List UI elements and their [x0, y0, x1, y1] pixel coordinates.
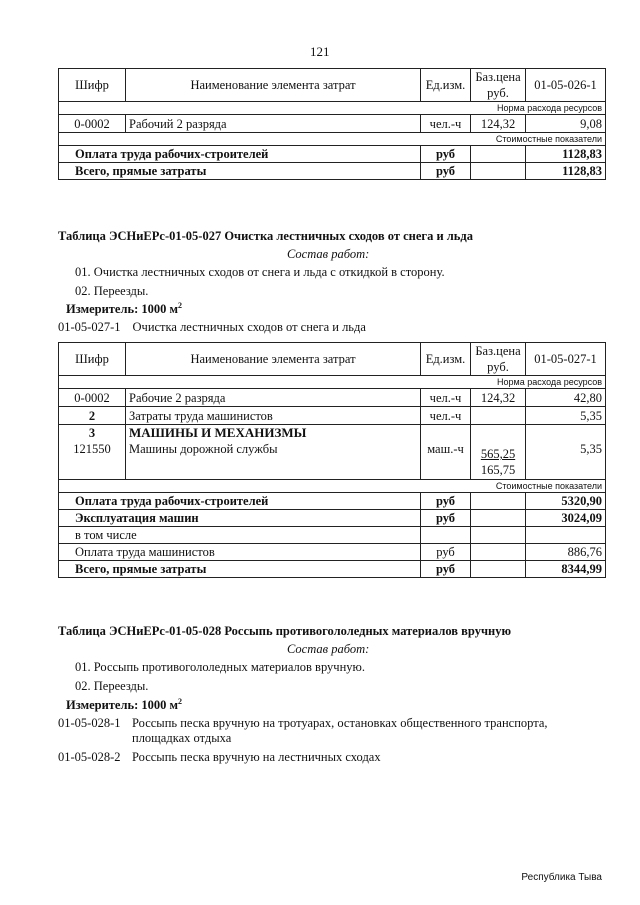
- table-row: [59, 441, 606, 480]
- total-name: в том числе: [59, 527, 421, 544]
- total-unit: [421, 527, 471, 544]
- total-row: [59, 544, 606, 561]
- code-line-text: Очистка лестничных сходов от снега и льда: [132, 320, 366, 334]
- composition-title: Состав работ:: [287, 642, 370, 656]
- total-row: [59, 493, 606, 510]
- total-name: Всего, прямые затраты: [59, 561, 421, 578]
- row-unit: чел.-ч: [421, 407, 471, 425]
- header-code: Шифр: [59, 343, 126, 376]
- total-unit: руб: [421, 544, 471, 561]
- composition-item: 02. Переезды.: [75, 679, 149, 693]
- code-line-text: Россыпь песка вручную на тротуарах, остановках общественного транспорта,: [132, 716, 548, 730]
- composition-item: 01. Очистка лестничных сходов от снега и льда с откидкой в сторону.: [75, 265, 445, 279]
- total-value: 886,76: [526, 544, 606, 561]
- code-line: [58, 750, 381, 765]
- total-value: 5320,90: [526, 493, 606, 510]
- header-code: Шифр: [59, 69, 126, 102]
- header-table-code: 01-05-027-1: [526, 343, 606, 376]
- measure-line: [66, 301, 182, 317]
- table-row: [59, 115, 606, 133]
- total-unit: руб: [421, 146, 471, 163]
- row-name: Затраты труда машинистов: [126, 407, 421, 425]
- row-unit: маш.-ч: [421, 441, 471, 480]
- code-line-text: Россыпь песка вручную на лестничных сходах: [132, 750, 381, 764]
- total-row: [59, 510, 606, 527]
- total-unit: руб: [421, 493, 471, 510]
- total-row: [59, 561, 606, 578]
- row-code: 3: [59, 425, 126, 442]
- total-name: Оплата труда рабочих-строителей: [59, 146, 421, 163]
- region-footer: Республика Тыва: [521, 872, 602, 883]
- row-value: 5,35: [526, 407, 606, 425]
- row-price-1: 565,25: [480, 447, 516, 461]
- row-code: 121550: [59, 441, 126, 480]
- row-code: 2: [59, 407, 126, 425]
- measure-text: Измеритель: 1000 м: [66, 302, 179, 317]
- header-unit: Ед.изм.: [421, 343, 471, 376]
- header-unit: Ед.изм.: [421, 69, 471, 102]
- row-code: 0-0002: [59, 389, 126, 407]
- row-value: 5,35: [526, 441, 606, 480]
- row-name: Рабочие 2 разряда: [126, 389, 421, 407]
- composition-item: 02. Переезды.: [75, 284, 149, 298]
- header-name: Наименование элемента затрат: [126, 343, 421, 376]
- total-row: [59, 527, 606, 544]
- row-name: Рабочий 2 разряда: [126, 115, 421, 133]
- total-name: Оплата труда машинистов: [59, 544, 421, 561]
- norm-label: Норма расхода ресурсов: [59, 102, 606, 115]
- table-header: [59, 343, 606, 376]
- table-row: [59, 389, 606, 407]
- total-unit: руб: [421, 163, 471, 180]
- table-01-05-026-1: [58, 68, 606, 180]
- row-name: Машины дорожной службы: [126, 441, 421, 480]
- total-name: Эксплуатация машин: [59, 510, 421, 527]
- header-table-code: 01-05-026-1: [526, 69, 606, 102]
- row-value: 9,08: [526, 115, 606, 133]
- row-value: 42,80: [526, 389, 606, 407]
- total-value: 8344,99: [526, 561, 606, 578]
- total-value: [526, 527, 606, 544]
- measure-text: Измеритель: 1000 м: [66, 698, 179, 713]
- header-name: Наименование элемента затрат: [126, 69, 421, 102]
- total-name: Всего, прямые затраты: [59, 163, 421, 180]
- measure-sup: 2: [178, 697, 183, 706]
- total-row: [59, 163, 606, 180]
- measure-line: [66, 697, 182, 713]
- header-price: Баз.цена руб.: [471, 343, 526, 376]
- cost-label: Стоимостные показатели: [59, 133, 606, 146]
- table-01-05-027-1: [58, 342, 606, 578]
- code-line: [58, 716, 618, 746]
- row-name: МАШИНЫ И МЕХАНИЗМЫ: [126, 425, 421, 442]
- code-line-code: 01-05-027-1: [58, 320, 121, 334]
- total-value: 1128,83: [526, 146, 606, 163]
- total-unit: руб: [421, 510, 471, 527]
- row-price: 124,32: [471, 115, 526, 133]
- row-code: 0-0002: [59, 115, 126, 133]
- cost-label: Стоимостные показатели: [59, 480, 606, 493]
- total-unit: руб: [421, 561, 471, 578]
- table-row: [59, 407, 606, 425]
- row-price-2: 165,75: [480, 463, 516, 477]
- row-unit: чел.-ч: [421, 115, 471, 133]
- header-price: Баз.цена руб.: [471, 69, 526, 102]
- total-row: [59, 146, 606, 163]
- section-title: Таблица ЭСНиЕРс-01-05-027 Очистка лестничных сходов от снега и льда: [58, 229, 473, 243]
- table-row: [59, 425, 606, 442]
- section-title: Таблица ЭСНиЕРс-01-05-028 Россыпь противогололедных материалов вручную: [58, 624, 512, 638]
- total-value: 1128,83: [526, 163, 606, 180]
- code-line: [58, 320, 366, 335]
- table-header: [59, 69, 606, 102]
- norm-label: Норма расхода ресурсов: [59, 376, 606, 389]
- composition-title: Состав работ:: [287, 247, 370, 261]
- code-line-code: 01-05-028-1: [58, 716, 121, 730]
- row-price: 124,32: [471, 389, 526, 407]
- row-unit: чел.-ч: [421, 389, 471, 407]
- page-number: 121: [310, 44, 330, 59]
- composition-item: 01. Россыпь противогололедных материалов вручную.: [75, 660, 365, 674]
- total-value: 3024,09: [526, 510, 606, 527]
- code-line-text-cont: площадках отдыха: [132, 731, 232, 745]
- total-name: Оплата труда рабочих-строителей: [59, 493, 421, 510]
- code-line-code: 01-05-028-2: [58, 750, 121, 764]
- measure-sup: 2: [178, 301, 183, 310]
